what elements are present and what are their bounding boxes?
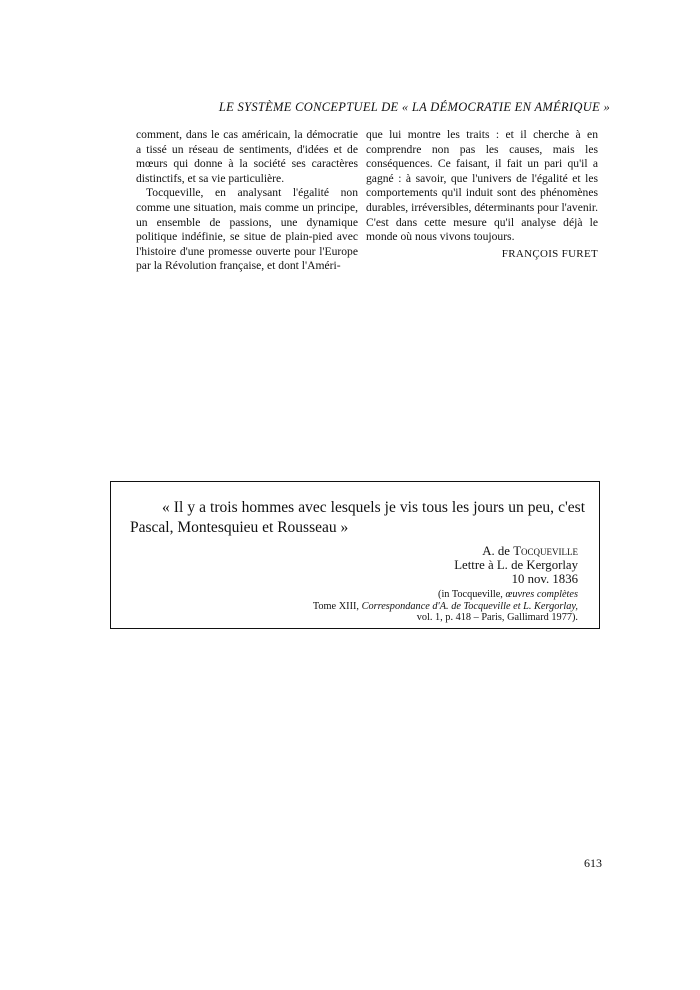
quote-text: « Il y a trois hommes avec lesquels je vis tous les jours un peu, c'est Pascal, Montesquieu et Rousseau » xyxy=(130,499,585,536)
source-line-2-b: Correspondance d'A. de Tocqueville et L. Kergorlay, xyxy=(361,600,578,612)
source-line-2 xyxy=(313,601,578,613)
quote-attribution xyxy=(454,544,578,586)
left-column xyxy=(136,128,358,274)
source-line-1 xyxy=(313,589,578,601)
source-line-3: vol. 1, p. 418 – Paris, Gallimard 1977). xyxy=(416,612,578,624)
left-paragraph-1: comment, dans le cas américain, la démocratie a tissé un réseau de sentiments, d'idées et de mœurs qui donne à la société ses caractères distinctifs, et sa vie particulière. xyxy=(136,128,358,185)
author-signature: FRANÇOIS FURET xyxy=(501,248,598,260)
source-line-1-b: œuvres complètes xyxy=(505,589,578,600)
quote-author-name: Tocqueville xyxy=(513,544,578,558)
right-column xyxy=(366,128,598,245)
source-line-2-a: Tome XIII, xyxy=(312,600,362,612)
source-line-1-a: (in Tocqueville, xyxy=(438,589,506,600)
quote-box xyxy=(110,481,600,629)
right-paragraph-1: que lui montre les traits : et il cherche à en comprendre non pas les causes, mais les conséquences. Ce faisant, il fait un pari qu'il a gagné : à savoir, que l'univers de l'égalité et les comportements qu'il induit sont des phénomènes durables, irréversibles, déterminants pour l'avenir. C'est dans cette mesure qu'il analyse déjà le monde où nous vivons toujours. xyxy=(366,128,598,244)
quote-author xyxy=(454,544,578,558)
page-number: 613 xyxy=(584,856,602,870)
left-paragraph-2: Tocqueville, en analysant l'égalité non comme une situation, mais comme un principe, un ensemble de passions, une dynamique politique indéfinie, se situe de plain-pied avec l'histoire d'une promesse ouverte pour l'Europe par la Révolution française, et dont l'Améri- xyxy=(136,186,358,273)
quote-source xyxy=(313,589,578,624)
quote-letter: Lettre à L. de Kergorlay xyxy=(454,558,578,572)
quote-author-prefix: A. de xyxy=(482,544,514,558)
running-head: LE SYSTÈME CONCEPTUEL DE « LA DÉMOCRATIE EN AMÉRIQUE » xyxy=(218,100,610,114)
quote-date: 10 nov. 1836 xyxy=(511,572,578,586)
